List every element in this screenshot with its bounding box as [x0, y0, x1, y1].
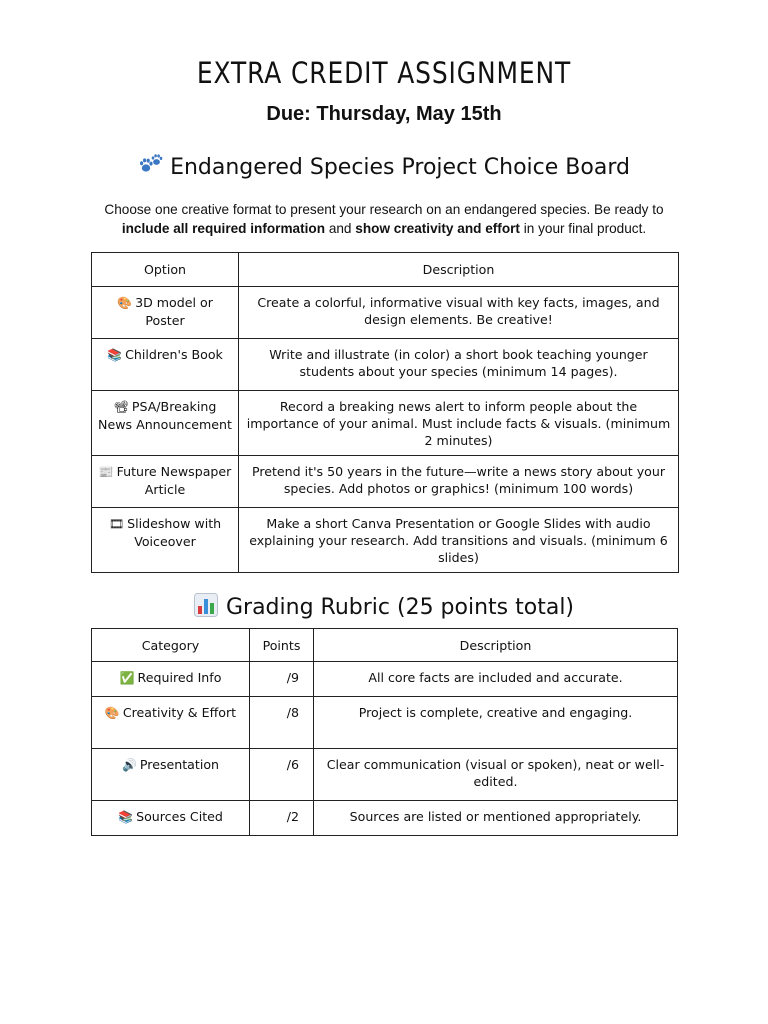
film-frames-icon: 🎞 [108, 517, 125, 531]
column-header-points: Points [250, 629, 314, 662]
category-cell [92, 697, 250, 749]
table-row [92, 697, 678, 749]
paw-prints-icon [138, 153, 164, 177]
option-cell [92, 391, 239, 456]
category-label: Sources Cited [136, 809, 223, 824]
palette-icon: 🎨 [104, 706, 120, 720]
newspaper-icon: 📰 [98, 465, 114, 479]
category-cell [92, 662, 250, 697]
table-header-row [92, 629, 678, 662]
books-icon: 📚 [118, 810, 134, 824]
description-cell: Project is complete, creative and engaging. [314, 697, 678, 749]
option-label: Future Newspaper Article [116, 464, 232, 497]
category-label: Required Info [137, 670, 222, 685]
points-cell: /6 [250, 749, 314, 801]
table-row [92, 508, 679, 573]
rubric-heading-text: Grading Rubric (25 points total) [225, 595, 575, 620]
category-cell [92, 801, 250, 836]
description-cell: Record a breaking news alert to inform people about the importance of your animal. Must include facts & visuals. (minimum 2 minutes) [239, 391, 679, 456]
table-row [92, 749, 678, 801]
table-row [92, 287, 679, 339]
column-header-description: Description [239, 253, 679, 287]
description-cell: Sources are listed or mentioned appropriately. [314, 801, 678, 836]
table-row [92, 339, 679, 391]
rubric-heading [0, 593, 768, 620]
points-cell: /2 [250, 801, 314, 836]
column-header-option: Option [92, 253, 239, 287]
option-label: Slideshow with Voiceover [127, 516, 222, 549]
choice-board-heading-text: Endangered Species Project Choice Board [170, 155, 630, 180]
option-label: PSA/Breaking News Announcement [98, 399, 232, 432]
table-row [92, 391, 679, 456]
choice-board-heading [0, 153, 768, 180]
table-row [92, 662, 678, 697]
option-label: Children's Book [125, 347, 223, 362]
page-title: EXTRA CREDIT ASSIGNMENT [196, 56, 572, 90]
palette-icon: 🎨 [117, 296, 133, 310]
option-cell [92, 339, 239, 391]
points-cell: /9 [250, 662, 314, 697]
points-cell: /8 [250, 697, 314, 749]
choice-board-intro [84, 200, 684, 238]
intro-bold-2: show creativity and effort [355, 221, 520, 236]
bar-chart-icon [194, 593, 218, 617]
grading-rubric-table [91, 628, 678, 836]
intro-bold-1: include all required information [121, 221, 326, 236]
column-header-description: Description [314, 629, 678, 662]
table-row [92, 456, 679, 508]
category-cell [92, 749, 250, 801]
category-label: Creativity & Effort [122, 705, 237, 720]
due-date: Due: Thursday, May 15th [266, 103, 502, 125]
table-header-row [92, 253, 679, 287]
option-cell [92, 456, 239, 508]
option-cell [92, 508, 239, 573]
books-icon: 📚 [107, 348, 123, 362]
speaker-icon: 🔊 [121, 758, 137, 772]
description-cell: All core facts are included and accurate. [314, 662, 678, 697]
description-cell: Create a colorful, informative visual with key facts, images, and design elements. Be creative! [239, 287, 679, 339]
choice-board-table [91, 252, 679, 573]
intro-text-2: and [328, 221, 352, 236]
table-row [92, 801, 678, 836]
option-cell [92, 287, 239, 339]
intro-text-1: Choose one creative format to present your research on an endangered species. Be ready to [104, 202, 664, 217]
projector-icon: 📽 [113, 400, 129, 414]
option-label: 3D model or Poster [135, 295, 213, 328]
description-cell: Write and illustrate (in color) a short book teaching younger students about your species (minimum 14 pages). [239, 339, 679, 391]
column-header-category: Category [92, 629, 250, 662]
check-mark-icon: ✅ [119, 671, 135, 685]
description-cell: Clear communication (visual or spoken), neat or well-edited. [314, 749, 678, 801]
description-cell: Pretend it's 50 years in the future—write a news story about your species. Add photos or graphics! (minimum 100 words) [239, 456, 679, 508]
description-cell: Make a short Canva Presentation or Google Slides with audio explaining your research. Add transitions and visuals. (minimum 6 slides) [239, 508, 679, 573]
intro-text-3: in your final product. [523, 221, 647, 236]
category-label: Presentation [139, 757, 220, 772]
